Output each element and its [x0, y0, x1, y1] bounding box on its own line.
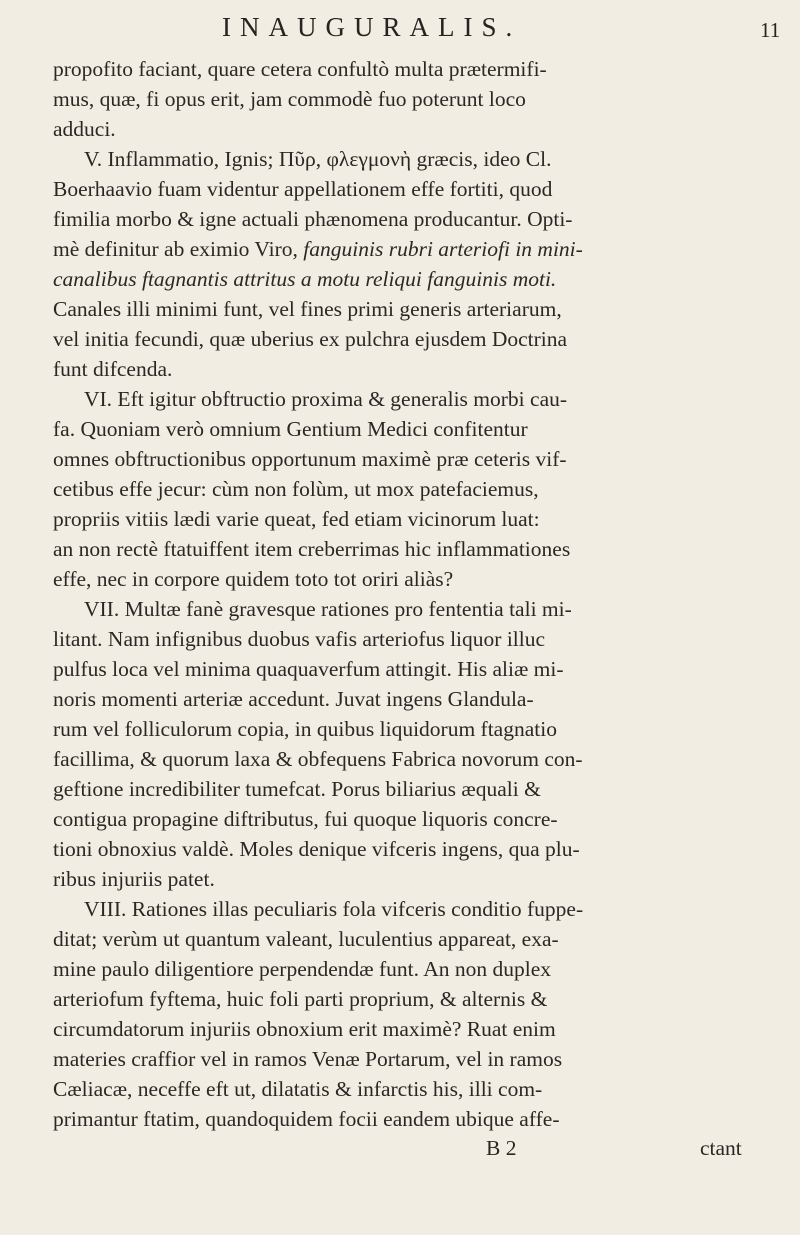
text-line: Boerhaavio fuam videntur appellationem effe fortiti, quod [53, 177, 553, 201]
text-line: rum vel folliculorum copia, in quibus liquidorum ftagnatio [53, 717, 557, 741]
text-line-mixed [53, 234, 583, 264]
text-line: mus, quæ, fi opus erit, jam commodè fuo poterunt loco [53, 87, 526, 111]
text-line: materies craffior vel in ramos Venæ Portarum, vel in ramos [53, 1047, 563, 1071]
text-line: cetibus effe jecur: cùm non folùm, ut mox patefaciemus, [53, 477, 539, 501]
text-line: Canales illi minimi funt, vel fines primi generis arteriarum, [53, 297, 562, 321]
signature-mark: B 2 [486, 1136, 517, 1160]
text-line: effe, nec in corpore quidem toto tot oriri aliàs? [53, 567, 454, 591]
page-number: 11 [760, 18, 781, 42]
text-line: contigua propagine diftributus, fui quoque liquoris concre- [53, 807, 558, 831]
text-line: arteriofum fyftema, huic foli parti proprium, & alternis & [53, 987, 548, 1011]
italic-definition-line: canalibus ftagnantis attritus a motu reliqui fanguinis moti. [53, 267, 557, 291]
text-line: tioni obnoxius valdè. Moles denique vifceris ingens, qua plu- [53, 837, 580, 861]
text-line: litant. Nam infignibus duobus vafis arteriofus liquor illuc [53, 627, 546, 651]
text-line: VIII. Rationes illas peculiaris fola vifceris conditio fuppe- [84, 897, 584, 921]
text-line: V. Inflammatio, Ignis; Πῦρ, φλεγμονὴ græcis, ideo Cl. [84, 147, 552, 171]
text-line: facillima, & quorum laxa & obfequens Fabrica novorum con- [53, 747, 583, 771]
text-line: fa. Quoniam verò omnium Gentium Medici confitentur [53, 417, 528, 441]
text-line: funt difcenda. [53, 357, 173, 381]
catchword: ctant [700, 1136, 742, 1160]
text-line: omnes obftructionibus opportunum maximè præ ceteris vif- [53, 447, 567, 471]
text-line: pulfus loca vel minima quaquaverfum attingit. His aliæ mi- [53, 657, 564, 681]
text-line: circumdatorum injuriis obnoxium erit maximè? Ruat enim [53, 1017, 556, 1041]
text-line: primantur ftatim, quandoquidem focii eandem ubique affe- [53, 1107, 560, 1131]
text-line: an non rectè ftatuiffent item creberrimas hic inflammationes [53, 537, 571, 561]
text-line: ditat; verùm ut quantum valeant, luculentius appareat, exa- [53, 927, 559, 951]
text-line-roman: mè definitur ab eximio Viro, [53, 237, 298, 261]
text-line: VI. Eft igitur obftructio proxima & generalis morbi cau- [84, 387, 568, 411]
running-title: INAUGURALIS. [222, 12, 522, 42]
text-line: propofito faciant, quare cetera confultò multa prætermifi- [53, 57, 547, 81]
text-line: fimilia morbo & igne actuali phænomena producantur. Opti- [53, 207, 573, 231]
text-line: Cæliacæ, neceffe eft ut, dilatatis & infarctis his, illi com- [53, 1077, 543, 1101]
text-line: mine paulo diligentiore perpendendæ funt. An non duplex [53, 957, 551, 981]
text-line: VII. Multæ fanè gravesque rationes pro fententia tali mi- [84, 597, 572, 621]
text-line: noris momenti arteriæ accedunt. Juvat ingens Glandula- [53, 687, 534, 711]
italic-definition: fanguinis rubri arteriofi in mini- [303, 237, 583, 261]
text-line: vel initia fecundi, quæ uberius ex pulchra ejusdem Doctrina [53, 327, 568, 351]
text-line: adduci. [53, 117, 116, 141]
text-line: ribus injuriis patet. [53, 867, 215, 891]
text-line: propriis vitiis lædi varie queat, fed etiam vicinorum luat: [53, 507, 540, 531]
page-header [0, 12, 800, 52]
text-line: geftione incredibiliter tumefcat. Porus biliarius æquali & [53, 777, 541, 801]
